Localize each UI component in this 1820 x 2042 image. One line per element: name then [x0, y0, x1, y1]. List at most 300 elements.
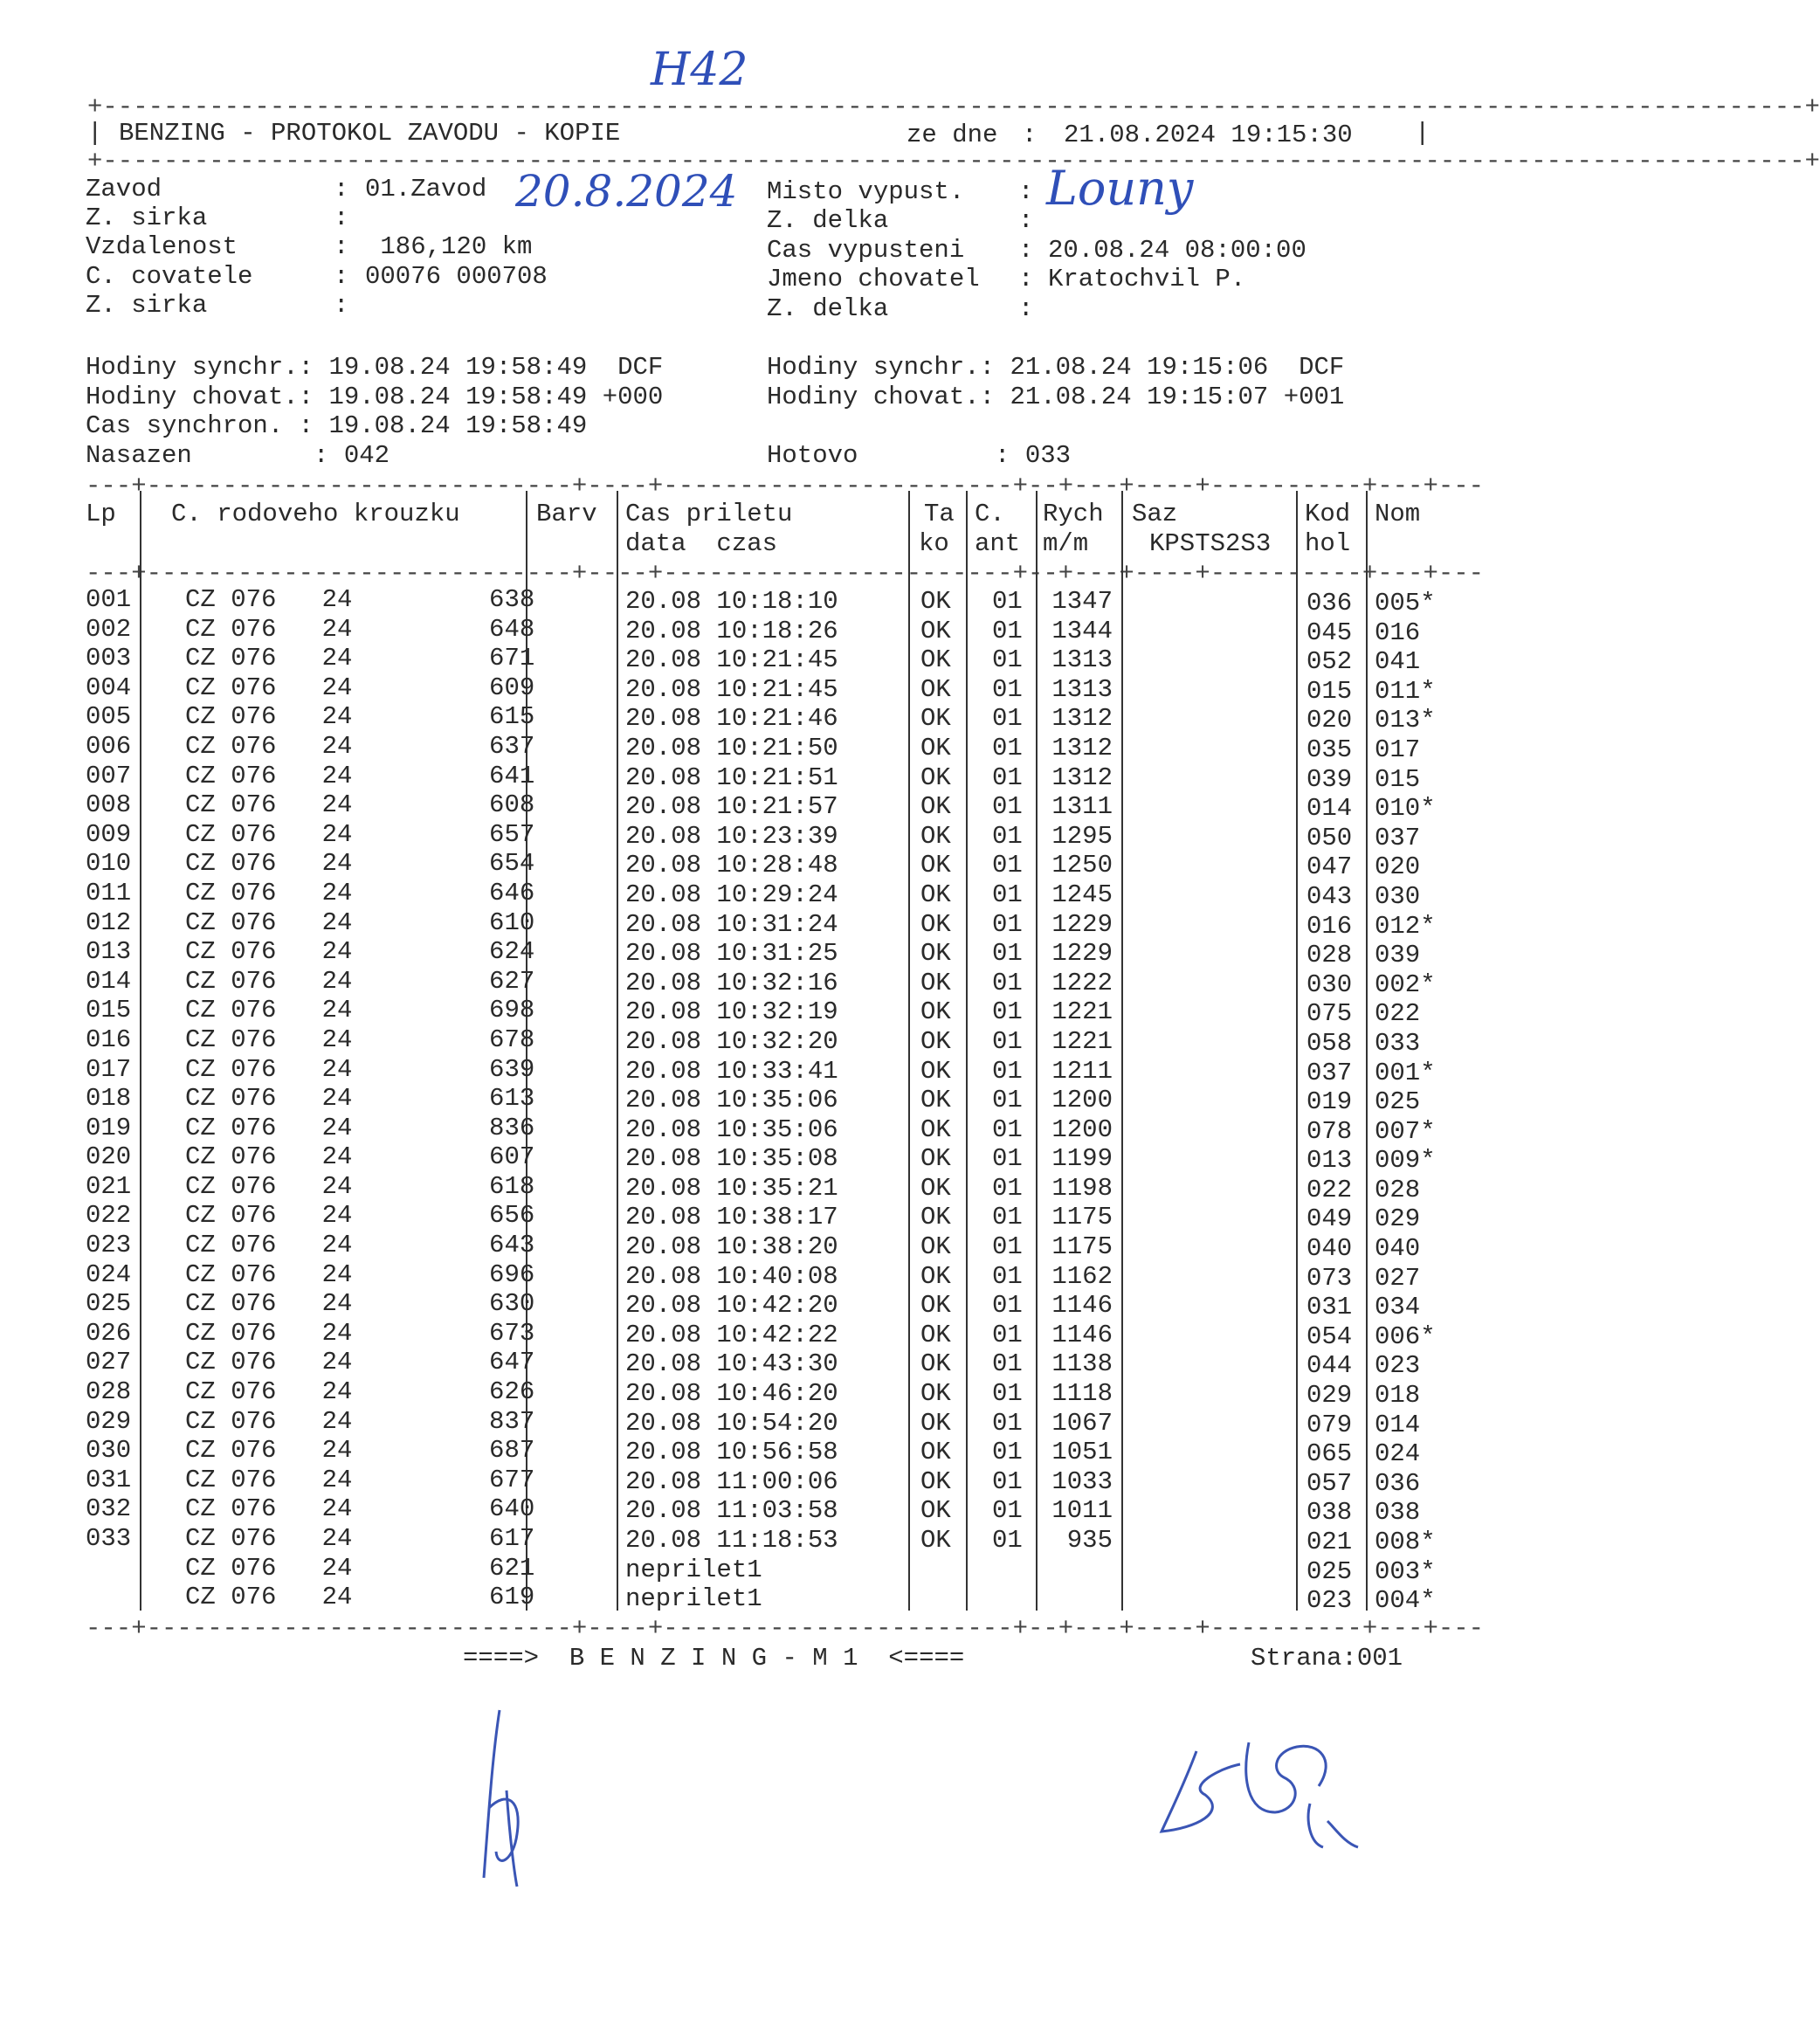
cell-ring: CZ 076 24 656 [185, 1201, 535, 1231]
cell-kod: 043 [1306, 881, 1353, 911]
cell-kod: 036 [1306, 589, 1353, 617]
cell-ring: CZ 076 24 647 [185, 1348, 535, 1377]
cell-ok: OK [920, 1144, 951, 1174]
cell-kod: 025 [1306, 1556, 1353, 1586]
cell-ring: CZ 076 24 698 [185, 996, 535, 1025]
cell-kod: 075 [1306, 999, 1353, 1029]
cell-time: 20.08 10:56:58 [625, 1438, 838, 1467]
cell-speed: 1222 [1051, 968, 1113, 997]
cell-kod: 044 [1306, 1351, 1353, 1381]
cell-kod: 049 [1306, 1204, 1353, 1234]
cell-nom: 012* [1375, 911, 1436, 941]
cell-speed: 1067 [1051, 1408, 1113, 1438]
cell-speed: 1051 [1051, 1438, 1113, 1467]
cell-kod: 073 [1306, 1263, 1353, 1293]
cell-speed: 1229 [1051, 939, 1113, 969]
cell-lp: 013 [86, 937, 132, 967]
sync-line: Hodiny chovat.: 21.08.24 19:15:07 +001 [767, 383, 1345, 411]
header-nom: Nom [1375, 500, 1421, 528]
cell-time: 20.08 10:21:57 [625, 792, 838, 822]
cell-time: 20.08 10:35:21 [625, 1173, 838, 1203]
cell-lp: 020 [86, 1142, 132, 1172]
cell-lp: 007 [86, 761, 132, 790]
cell-time: 20.08 10:29:24 [625, 880, 838, 909]
cell-ok: OK [920, 587, 951, 616]
cell-lp: 014 [86, 966, 132, 996]
cell-kod: 019 [1306, 1087, 1353, 1117]
cell-lp: 011 [86, 878, 132, 907]
info-value: 00076 000708 [365, 262, 548, 291]
info-value: 01.Zavod [365, 175, 487, 204]
header-time: Cas priletu [625, 500, 793, 528]
cell-kod: 020 [1306, 706, 1353, 735]
cell-time: 20.08 10:54:20 [625, 1408, 838, 1438]
cell-ok: OK [920, 1496, 951, 1526]
cell-kod: 021 [1306, 1528, 1353, 1556]
cell-ok: OK [920, 792, 951, 822]
cell-nom: 014 [1375, 1410, 1421, 1439]
cell-lp: 012 [86, 907, 132, 937]
cell-speed: 1311 [1051, 792, 1113, 822]
cell-ant: 01 [992, 616, 1023, 645]
cell-kod: 037 [1306, 1058, 1353, 1087]
cell-speed: 1229 [1051, 909, 1113, 939]
cell-time: 20.08 10:42:22 [625, 1320, 838, 1349]
cell-speed: 1200 [1051, 1114, 1113, 1144]
handwritten-place: Louny [1046, 161, 1194, 216]
cell-kod: 040 [1306, 1234, 1353, 1264]
cell-ant: 01 [992, 792, 1023, 822]
cell-ant: 01 [992, 1379, 1023, 1409]
cell-ring: CZ 076 24 610 [185, 907, 535, 937]
header-barv: Barv [536, 500, 597, 528]
cell-speed: 1162 [1051, 1261, 1113, 1291]
cell-speed: 1347 [1051, 587, 1113, 616]
cell-speed: 1011 [1051, 1496, 1113, 1526]
cell-ok: OK [920, 821, 951, 851]
cell-ok: OK [920, 1291, 951, 1321]
cell-ant: 01 [992, 851, 1023, 880]
cell-speed: 1312 [1051, 704, 1113, 734]
cell-time: 20.08 10:31:24 [625, 909, 838, 939]
cell-ok: OK [920, 1466, 951, 1496]
cell-nom: 034 [1375, 1293, 1421, 1322]
cell-nom: 029 [1375, 1204, 1421, 1234]
cell-speed: 1221 [1051, 1026, 1113, 1056]
cell-ant: 01 [992, 968, 1023, 997]
cell-ring: CZ 076 24 615 [185, 702, 535, 732]
header-time-sub: data czas [625, 529, 778, 558]
cell-ok: OK [920, 1232, 951, 1262]
cell-nom: 001* [1375, 1058, 1436, 1087]
cell-time: 20.08 11:00:06 [625, 1466, 838, 1496]
cell-nom: 003* [1375, 1556, 1436, 1586]
cell-kod: 079 [1306, 1410, 1353, 1439]
cell-speed: 1295 [1051, 821, 1113, 851]
page-number: Strana:001 [1251, 1644, 1403, 1673]
cell-kod: 057 [1306, 1468, 1353, 1498]
cell-ant: 01 [992, 939, 1023, 969]
cell-ant: 01 [992, 1173, 1023, 1203]
cell-ring: CZ 076 24 619 [185, 1583, 535, 1612]
cell-lp: 022 [86, 1201, 132, 1231]
cell-ok: OK [920, 939, 951, 969]
table-bottom-border: ---+----------------------------+----+-----------------------+--+---+----+----------+---+--- [86, 1614, 1485, 1643]
cell-kod: 058 [1306, 1028, 1353, 1058]
cell-time: 20.08 10:21:46 [625, 704, 838, 734]
cell-lp: 018 [86, 1084, 132, 1114]
header-cant-sub: ant [975, 529, 1021, 558]
sync-line: Nasazen : 042 [86, 441, 390, 470]
cell-ring: CZ 076 24 836 [185, 1113, 535, 1142]
cell-ok: OK [920, 1026, 951, 1056]
cell-speed: 1200 [1051, 1086, 1113, 1115]
cell-time: neprilet1 [625, 1584, 762, 1614]
cell-ring: CZ 076 24 643 [185, 1231, 535, 1260]
cell-ok: OK [920, 909, 951, 939]
cell-kod: 050 [1306, 823, 1353, 852]
cell-time: 20.08 10:23:39 [625, 821, 838, 851]
cell-ring: CZ 076 24 673 [185, 1318, 535, 1348]
sync-line: Hodiny synchr.: 21.08.24 19:15:06 DCF [767, 353, 1345, 382]
cell-time: 20.08 10:38:17 [625, 1203, 838, 1232]
info-label: Z. sirka [86, 204, 208, 232]
info-value: 20.08.24 08:00:00 [1048, 236, 1306, 265]
header-speed: Rych [1043, 500, 1104, 528]
cell-kod: 039 [1306, 764, 1353, 794]
top-border: +----------------------------------------------------------------------------------------------------------------+ [87, 93, 1820, 121]
column-lp [86, 585, 131, 1612]
cell-nom: 017 [1375, 735, 1421, 764]
cell-speed: 1175 [1051, 1203, 1113, 1232]
cell-kod: 038 [1306, 1498, 1353, 1528]
title-bottom-border: +----------------------------------------------------------------------------------------------------------------+ [87, 147, 1820, 176]
info-label: Vzdalenost [86, 232, 238, 261]
cell-lp: 029 [86, 1406, 132, 1436]
cell-nom: 013* [1375, 706, 1436, 735]
cell-time: 20.08 10:35:06 [625, 1114, 838, 1144]
cell-nom: 016 [1375, 617, 1421, 647]
cell-nom: 006* [1375, 1321, 1436, 1351]
table-divider [140, 491, 141, 1611]
cell-lp [86, 1583, 131, 1612]
cell-ring: CZ 076 24 630 [185, 1289, 535, 1319]
cell-ring: CZ 076 24 609 [185, 673, 535, 702]
cell-lp: 031 [86, 1465, 132, 1494]
cell-lp: 030 [86, 1436, 132, 1466]
column-speed [1043, 587, 1113, 1614]
header-kod: Kod [1305, 500, 1351, 528]
cell-time: 20.08 10:35:06 [625, 1086, 838, 1115]
info-label: Z. sirka [86, 291, 208, 320]
cell-ring: CZ 076 24 607 [185, 1142, 535, 1172]
cell-nom: 010* [1375, 794, 1436, 824]
cell-kod: 013 [1306, 1146, 1353, 1176]
cell-time: 20.08 10:43:30 [625, 1349, 838, 1379]
cell-lp: 003 [86, 644, 132, 673]
cell-lp: 016 [86, 1024, 132, 1054]
cell-nom: 002* [1375, 969, 1436, 999]
cell-time: 20.08 10:33:41 [625, 1056, 838, 1086]
info-value: Kratochvil P. [1048, 265, 1246, 293]
cell-nom: 020 [1375, 852, 1421, 882]
cell-ring: CZ 076 24 627 [185, 966, 535, 996]
cell-ring: CZ 076 24 696 [185, 1259, 535, 1289]
info-label: Jmeno chovatel [767, 265, 980, 293]
info-label: Z. delka [767, 294, 889, 323]
cell-ring: CZ 076 24 677 [185, 1465, 535, 1494]
cell-speed: 1344 [1051, 616, 1113, 645]
cell-ant: 01 [992, 1114, 1023, 1144]
cell-ok: OK [920, 674, 951, 704]
table-divider [966, 491, 968, 1611]
info-label: C. covatele [86, 262, 253, 291]
handwritten-mark: H42 [651, 44, 748, 96]
cell-ring: CZ 076 24 624 [185, 937, 535, 967]
cell-speed: 1118 [1051, 1379, 1113, 1409]
cell-lp: 005 [86, 702, 132, 732]
cell-kod: 029 [1306, 1381, 1353, 1411]
cell-speed: 1245 [1051, 880, 1113, 909]
cell-speed: 1313 [1051, 674, 1113, 704]
cell-lp: 023 [86, 1231, 132, 1260]
cell-time: 20.08 10:28:48 [625, 851, 838, 880]
cell-speed [1043, 1584, 1113, 1614]
cell-ok: OK [920, 1526, 951, 1555]
cell-kod: 052 [1306, 647, 1353, 677]
cell-ring: CZ 076 24 687 [185, 1436, 535, 1466]
header-tako: Ta [924, 500, 955, 528]
cell-time: 20.08 10:21:45 [625, 645, 838, 675]
header-lp: Lp [86, 500, 116, 528]
cell-ant: 01 [992, 1203, 1023, 1232]
cell-ant: 01 [992, 1349, 1023, 1379]
cell-ant: 01 [992, 1086, 1023, 1115]
cell-ok: OK [920, 968, 951, 997]
sync-line: Hotovo : 033 [767, 441, 1072, 470]
cell-nom: 024 [1375, 1439, 1421, 1469]
column-ring [185, 585, 534, 1612]
cell-time: 20.08 10:21:51 [625, 762, 838, 792]
cell-kod: 078 [1306, 1116, 1353, 1146]
cell-kod: 023 [1306, 1586, 1353, 1616]
column-kod [1306, 589, 1352, 1616]
cell-speed: 1312 [1051, 762, 1113, 792]
cell-ring: CZ 076 24 640 [185, 1494, 535, 1524]
cell-ok: OK [920, 851, 951, 880]
cell-lp: 010 [86, 849, 132, 879]
column-nom [1375, 589, 1436, 1616]
cell-nom: 018 [1375, 1381, 1421, 1411]
cell-ok: OK [920, 1261, 951, 1291]
header-speed-sub: m/m [1043, 529, 1089, 558]
cell-ok: OK [920, 997, 951, 1027]
cell-nom: 025 [1375, 1087, 1421, 1117]
info-value: 186,120 km [365, 232, 533, 261]
cell-ant: 01 [992, 733, 1023, 762]
cell-time: 20.08 10:40:08 [625, 1261, 838, 1291]
cell-time: 20.08 10:21:45 [625, 674, 838, 704]
cell-speed: 1146 [1051, 1320, 1113, 1349]
cell-ring: CZ 076 24 646 [185, 878, 535, 907]
cell-kod: 028 [1306, 941, 1353, 970]
cell-time: 20.08 11:18:53 [625, 1526, 838, 1555]
cell-ok: OK [920, 1438, 951, 1467]
cell-nom: 015 [1375, 764, 1421, 794]
report-date: 21.08.2024 19:15:30 [1064, 121, 1353, 149]
cell-ok: OK [920, 1320, 951, 1349]
cell-ant: 01 [992, 674, 1023, 704]
cell-lp: 032 [86, 1494, 132, 1524]
sync-line: Hodiny synchr.: 19.08.24 19:58:49 DCF [86, 353, 664, 382]
cell-time: 20.08 10:18:10 [625, 587, 838, 616]
cell-ok: OK [920, 1408, 951, 1438]
cell-time: 20.08 10:32:20 [625, 1026, 838, 1056]
cell-lp: 028 [86, 1377, 132, 1407]
cell-ant: 01 [992, 909, 1023, 939]
table-top-border: ---+----------------------------+----+-----------------------+--+---+----+----------+---+--- [86, 472, 1485, 500]
cell-lp: 009 [86, 819, 132, 849]
cell-kod: 031 [1306, 1293, 1353, 1322]
cell-nom: 027 [1375, 1263, 1421, 1293]
cell-time: 20.08 10:42:20 [625, 1291, 838, 1321]
cell-ant: 01 [992, 1291, 1023, 1321]
sync-line: Cas synchron. : 19.08.24 19:58:49 [86, 411, 588, 440]
cell-lp: 027 [86, 1348, 132, 1377]
cell-nom: 009* [1375, 1146, 1436, 1176]
cell-ant: 01 [992, 704, 1023, 734]
cell-nom: 023 [1375, 1351, 1421, 1381]
cell-lp: 021 [86, 1171, 132, 1201]
header-saz-sub: KPSTS2S3 [1149, 529, 1272, 558]
cell-ant: 01 [992, 1526, 1023, 1555]
cell-ant: 01 [992, 997, 1023, 1027]
cell-nom: 008* [1375, 1528, 1436, 1556]
cell-speed [1043, 1556, 1113, 1585]
cell-ant [992, 1584, 1023, 1614]
cell-ant: 01 [992, 1496, 1023, 1526]
cell-speed: 1312 [1051, 733, 1113, 762]
cell-nom: 041 [1375, 647, 1421, 677]
header-cant: C. [975, 500, 1005, 528]
cell-speed: 1198 [1051, 1173, 1113, 1203]
cell-ring: CZ 076 24 641 [185, 761, 535, 790]
cell-ring: CZ 076 24 621 [185, 1553, 535, 1583]
cell-ok: OK [920, 880, 951, 909]
cell-ring: CZ 076 24 618 [185, 1171, 535, 1201]
cell-ant: 01 [992, 1320, 1023, 1349]
cell-ok [920, 1556, 951, 1585]
cell-ant: 01 [992, 1144, 1023, 1174]
info-label: Misto vypust. [767, 177, 965, 206]
cell-ok: OK [920, 733, 951, 762]
cell-nom: 030 [1375, 881, 1421, 911]
cell-speed: 1250 [1051, 851, 1113, 880]
cell-ant: 01 [992, 1408, 1023, 1438]
cell-ok: OK [920, 1056, 951, 1086]
cell-nom: 038 [1375, 1498, 1421, 1528]
cell-ok: OK [920, 1203, 951, 1232]
table-divider [1036, 491, 1038, 1611]
cell-speed: 1313 [1051, 645, 1113, 675]
cell-lp: 006 [86, 731, 132, 761]
column-ant [992, 587, 1023, 1614]
cell-kod: 045 [1306, 617, 1353, 647]
cell-lp: 017 [86, 1054, 132, 1084]
cell-ring: CZ 076 24 671 [185, 644, 535, 673]
cell-lp: 002 [86, 614, 132, 644]
cell-ant: 01 [992, 587, 1023, 616]
cell-ant: 01 [992, 762, 1023, 792]
cell-kod: 030 [1306, 969, 1353, 999]
cell-ok: OK [920, 645, 951, 675]
cell-speed: 1211 [1051, 1056, 1113, 1086]
cell-nom: 007* [1375, 1116, 1436, 1146]
cell-ant: 01 [992, 1466, 1023, 1496]
header-saz: Saz [1132, 500, 1178, 528]
cell-time: 20.08 10:46:20 [625, 1379, 838, 1409]
cell-ok [920, 1584, 951, 1614]
cell-lp: 033 [86, 1524, 132, 1553]
cell-ok: OK [920, 616, 951, 645]
header-tako-sub: ko [919, 529, 949, 558]
info-label: Z. delka [767, 206, 889, 235]
table-divider [1366, 491, 1368, 1611]
cell-time: 20.08 11:03:58 [625, 1496, 838, 1526]
cell-ring: CZ 076 24 639 [185, 1054, 535, 1084]
cell-kod: 022 [1306, 1175, 1353, 1204]
cell-speed: 935 [1066, 1526, 1113, 1555]
header-kod-sub: hol [1305, 529, 1351, 558]
cell-nom: 005* [1375, 589, 1436, 617]
cell-ok: OK [920, 1086, 951, 1115]
cell-speed: 1221 [1051, 997, 1113, 1027]
cell-kod: 016 [1306, 911, 1353, 941]
cell-ring: CZ 076 24 608 [185, 790, 535, 820]
cell-lp: 004 [86, 673, 132, 702]
cell-kod: 054 [1306, 1321, 1353, 1351]
cell-nom: 028 [1375, 1175, 1421, 1204]
cell-ring: CZ 076 24 637 [185, 731, 535, 761]
cell-lp: 008 [86, 790, 132, 820]
cell-lp [86, 1554, 131, 1583]
cell-speed: 1175 [1051, 1232, 1113, 1262]
cell-speed: 1199 [1051, 1144, 1113, 1174]
cell-lp: 026 [86, 1318, 132, 1348]
cell-ring: CZ 076 24 648 [185, 614, 535, 644]
cell-ring: CZ 076 24 837 [185, 1406, 535, 1436]
signature-left [454, 1703, 559, 1887]
cell-lp: 015 [86, 996, 132, 1025]
cell-ok: OK [920, 1114, 951, 1144]
document-title: BENZING - PROTOKOL ZAVODU - KOPIE [119, 119, 621, 148]
cell-ok: OK [920, 1379, 951, 1409]
cell-kod: 015 [1306, 676, 1353, 706]
cell-ok: OK [920, 1173, 951, 1203]
cell-nom: 039 [1375, 941, 1421, 970]
date-label: ze dne [907, 121, 998, 149]
cell-ring: CZ 076 24 654 [185, 849, 535, 879]
cell-ring: CZ 076 24 626 [185, 1377, 535, 1407]
cell-time: neprilet1 [625, 1555, 762, 1584]
cell-ant: 01 [992, 821, 1023, 851]
cell-lp: 025 [86, 1289, 132, 1319]
table-divider [617, 491, 618, 1611]
column-time [625, 587, 838, 1614]
cell-nom: 033 [1375, 1028, 1421, 1058]
cell-ant: 01 [992, 1438, 1023, 1467]
cell-kod: 035 [1306, 735, 1353, 764]
